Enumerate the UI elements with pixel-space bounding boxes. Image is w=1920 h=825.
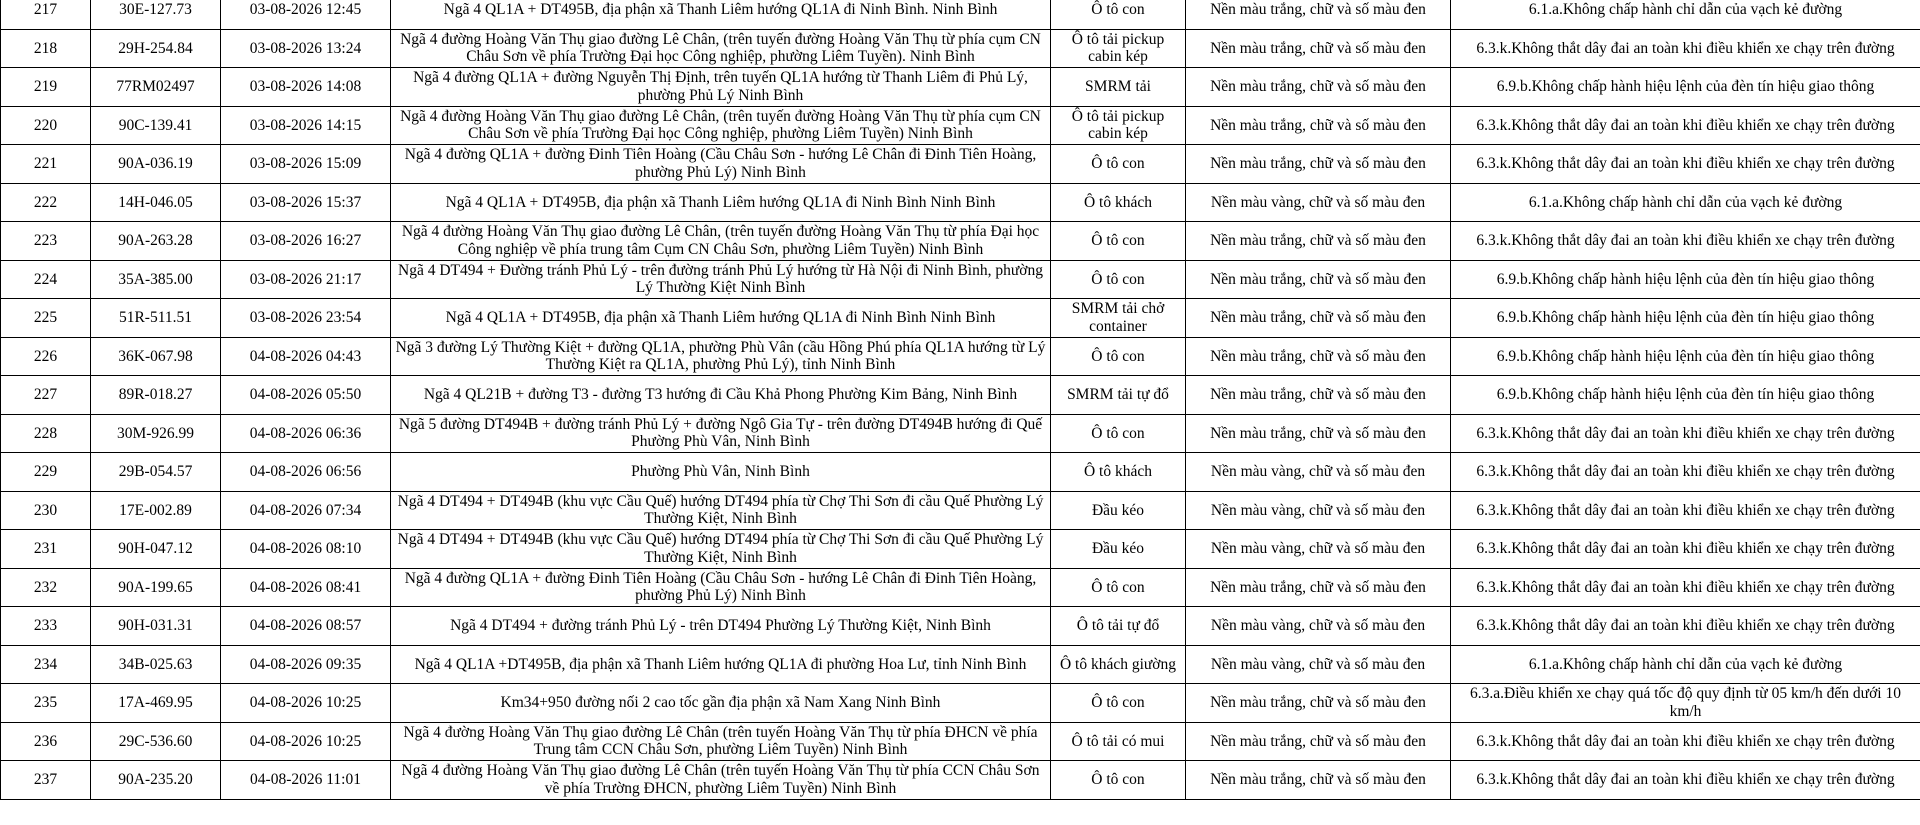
vehicle-type-cell: Ô tô tải pickup cabin kép: [1051, 106, 1186, 145]
violation-time-cell: 04-08-2026 10:25: [221, 684, 391, 723]
violation-cell: 6.3.k.Không thắt dây đai an toàn khi điều khiển xe chạy trên đường: [1451, 145, 1920, 184]
location-cell: Ngã 4 QL21B + đường T3 - đường T3 hướng đi Cầu Khả Phong Phường Kim Bảng, Ninh Bình: [391, 376, 1051, 415]
license-plate-cell: 90A-199.65: [91, 568, 221, 607]
violation-time-cell: 04-08-2026 08:57: [221, 607, 391, 646]
plate-color-cell: Nền màu vàng, chữ và số màu đen: [1186, 607, 1451, 646]
plate-color-cell: Nền màu trắng, chữ và số màu đen: [1186, 568, 1451, 607]
plate-color-cell: Nền màu trắng, chữ và số màu đen: [1186, 299, 1451, 338]
license-plate-cell: 34B-025.63: [91, 645, 221, 684]
license-plate-cell: 77RM02497: [91, 68, 221, 107]
license-plate-cell: 89R-018.27: [91, 376, 221, 415]
table-body: [1, 0, 1920, 799]
plate-color-cell: Nền màu trắng, chữ và số màu đen: [1186, 145, 1451, 184]
location-cell: Ngã 4 đường Hoàng Văn Thụ giao đường Lê Chân, (trên tuyến đường Hoàng Văn Thụ từ phía cụm CN Châu Sơn về phía Trường Đại học Công nghiệp, phường Liêm Tuyền) Ninh Bình: [391, 106, 1051, 145]
violation-cell: 6.3.k.Không thắt dây đai an toàn khi điều khiển xe chạy trên đường: [1451, 453, 1920, 492]
violation-time-cell: 04-08-2026 08:41: [221, 568, 391, 607]
row-number-cell: 233: [1, 607, 91, 646]
vehicle-type-cell: Đầu kéo: [1051, 491, 1186, 530]
vehicle-type-cell: Ô tô con: [1051, 337, 1186, 376]
vehicle-type-cell: Đầu kéo: [1051, 530, 1186, 569]
table-row: [1, 260, 1920, 299]
table-row: [1, 68, 1920, 107]
violation-time-cell: 04-08-2026 06:56: [221, 453, 391, 492]
row-number-cell: 220: [1, 106, 91, 145]
vehicle-type-cell: Ô tô tải pickup cabin kép: [1051, 29, 1186, 68]
plate-color-cell: Nền màu trắng, chữ và số màu đen: [1186, 29, 1451, 68]
row-number-cell: 227: [1, 376, 91, 415]
license-plate-cell: 17E-002.89: [91, 491, 221, 530]
violation-time-cell: 04-08-2026 08:10: [221, 530, 391, 569]
row-number-cell: 228: [1, 414, 91, 453]
license-plate-cell: 29B-054.57: [91, 453, 221, 492]
row-number-cell: 231: [1, 530, 91, 569]
table-row: [1, 568, 1920, 607]
license-plate-cell: 90A-036.19: [91, 145, 221, 184]
table-row: [1, 453, 1920, 492]
vehicle-type-cell: Ô tô con: [1051, 260, 1186, 299]
violation-cell: 6.9.b.Không chấp hành hiệu lệnh của đèn tín hiệu giao thông: [1451, 299, 1920, 338]
violation-time-cell: 03-08-2026 23:54: [221, 299, 391, 338]
location-cell: Ngã 4 DT494 + Đường tránh Phủ Lý - trên đường tránh Phủ Lý hướng từ Hà Nội đi Ninh Bình, phường Lý Thường Kiệt Ninh Bình: [391, 260, 1051, 299]
location-cell: Ngã 4 đường Hoàng Văn Thụ giao đường Lê Chân, (trên tuyến đường Hoàng Văn Thụ từ phía Đại học Công nghiệp về phía trung tâm Cụm CN Châu Sơn, phường Liêm Tuyền) Ninh Bình: [391, 222, 1051, 261]
vehicle-type-cell: Ô tô tải có mui: [1051, 722, 1186, 761]
plate-color-cell: Nền màu trắng, chữ và số màu đen: [1186, 722, 1451, 761]
plate-color-cell: Nền màu vàng, chữ và số màu đen: [1186, 530, 1451, 569]
violation-cell: 6.9.b.Không chấp hành hiệu lệnh của đèn tín hiệu giao thông: [1451, 337, 1920, 376]
vehicle-type-cell: Ô tô con: [1051, 145, 1186, 184]
violation-time-cell: 03-08-2026 15:37: [221, 183, 391, 222]
license-plate-cell: 17A-469.95: [91, 684, 221, 723]
license-plate-cell: 90A-263.28: [91, 222, 221, 261]
violation-time-cell: 04-08-2026 07:34: [221, 491, 391, 530]
violation-time-cell: 03-08-2026 21:17: [221, 260, 391, 299]
plate-color-cell: Nền màu vàng, chữ và số màu đen: [1186, 645, 1451, 684]
plate-color-cell: Nền màu trắng, chữ và số màu đen: [1186, 761, 1451, 800]
vehicle-type-cell: Ô tô khách: [1051, 183, 1186, 222]
violation-time-cell: 04-08-2026 04:43: [221, 337, 391, 376]
location-cell: Ngã 4 đường QL1A + đường Đinh Tiên Hoàng (Cầu Châu Sơn - hướng Lê Chân đi Đinh Tiên Hoàng, phường Phủ Lý) Ninh Bình: [391, 145, 1051, 184]
license-plate-cell: 90H-047.12: [91, 530, 221, 569]
row-number-cell: 235: [1, 684, 91, 723]
table-row: [1, 145, 1920, 184]
violation-cell: 6.9.b.Không chấp hành hiệu lệnh của đèn tín hiệu giao thông: [1451, 68, 1920, 107]
location-cell: Ngã 4 đường QL1A + đường Nguyễn Thị Định, trên tuyến QL1A hướng từ Thanh Liêm đi Phủ Lý, phường Phủ Lý Ninh Bình: [391, 68, 1051, 107]
vehicle-type-cell: SMRM tải chở container: [1051, 299, 1186, 338]
plate-color-cell: Nền màu trắng, chữ và số màu đen: [1186, 106, 1451, 145]
violation-cell: 6.3.k.Không thắt dây đai an toàn khi điều khiển xe chạy trên đường: [1451, 491, 1920, 530]
plate-color-cell: Nền màu vàng, chữ và số màu đen: [1186, 453, 1451, 492]
row-number-cell: 230: [1, 491, 91, 530]
violation-time-cell: 03-08-2026 16:27: [221, 222, 391, 261]
vehicle-type-cell: Ô tô con: [1051, 0, 1186, 29]
violation-time-cell: 04-08-2026 06:36: [221, 414, 391, 453]
table-row: [1, 645, 1920, 684]
table-row: [1, 299, 1920, 338]
location-cell: Ngã 4 đường Hoàng Văn Thụ giao đường Lê Chân (trên tuyến Hoàng Văn Thụ từ phía CCN Châu Sơn về phía Trường ĐHCN, phường Liêm Tuyền) Ninh Bình: [391, 761, 1051, 800]
violation-cell: 6.3.k.Không thắt dây đai an toàn khi điều khiển xe chạy trên đường: [1451, 414, 1920, 453]
table-row: [1, 414, 1920, 453]
location-cell: Ngã 3 đường Lý Thường Kiệt + đường QL1A, phường Phù Vân (cầu Hồng Phú phía QL1A hướng từ Lý Thường Kiệt ra QL1A, phường Phủ Lý), tỉnh Ninh Bình: [391, 337, 1051, 376]
plate-color-cell: Nền màu vàng, chữ và số màu đen: [1186, 491, 1451, 530]
location-cell: Ngã 4 DT494 + đường tránh Phủ Lý - trên DT494 Phường Lý Thường Kiệt, Ninh Bình: [391, 607, 1051, 646]
location-cell: Ngã 4 QL1A + DT495B, địa phận xã Thanh Liêm hướng QL1A đi Ninh Bình. Ninh Bình: [391, 0, 1051, 29]
vehicle-type-cell: Ô tô con: [1051, 684, 1186, 723]
plate-color-cell: Nền màu trắng, chữ và số màu đen: [1186, 222, 1451, 261]
violation-cell: 6.3.k.Không thắt dây đai an toàn khi điều khiển xe chạy trên đường: [1451, 761, 1920, 800]
violation-cell: 6.3.k.Không thắt dây đai an toàn khi điều khiển xe chạy trên đường: [1451, 568, 1920, 607]
table-row: [1, 607, 1920, 646]
table-row: [1, 0, 1920, 29]
location-cell: Ngã 4 QL1A + DT495B, địa phận xã Thanh Liêm hướng QL1A đi Ninh Bình Ninh Bình: [391, 183, 1051, 222]
plate-color-cell: Nền màu vàng, chữ và số màu đen: [1186, 183, 1451, 222]
license-plate-cell: 29H-254.84: [91, 29, 221, 68]
location-cell: Ngã 4 DT494 + DT494B (khu vực Cầu Quế) hướng DT494 phía từ Chợ Thi Sơn đi cầu Quế Phường Lý Thường Kiệt, Ninh Bình: [391, 491, 1051, 530]
row-number-cell: 225: [1, 299, 91, 338]
row-number-cell: 237: [1, 761, 91, 800]
license-plate-cell: 36K-067.98: [91, 337, 221, 376]
plate-color-cell: Nền màu trắng, chữ và số màu đen: [1186, 337, 1451, 376]
vehicle-type-cell: Ô tô khách: [1051, 453, 1186, 492]
row-number-cell: 226: [1, 337, 91, 376]
violation-cell: 6.1.a.Không chấp hành chỉ dẫn của vạch kẻ đường: [1451, 0, 1920, 29]
vehicle-type-cell: SMRM tải: [1051, 68, 1186, 107]
location-cell: Ngã 4 đường Hoàng Văn Thụ giao đường Lê Chân, (trên tuyến đường Hoàng Văn Thụ từ phía cụm CN Châu Sơn về phía Trường Đại học Công nghiệp, phường Liêm Tuyền). Ninh Bình: [391, 29, 1051, 68]
location-cell: Km34+950 đường nối 2 cao tốc gần địa phận xã Nam Xang Ninh Bình: [391, 684, 1051, 723]
license-plate-cell: 90H-031.31: [91, 607, 221, 646]
violation-cell: 6.9.b.Không chấp hành hiệu lệnh của đèn tín hiệu giao thông: [1451, 260, 1920, 299]
plate-color-cell: Nền màu trắng, chữ và số màu đen: [1186, 260, 1451, 299]
row-number-cell: 217: [1, 0, 91, 29]
row-number-cell: 218: [1, 29, 91, 68]
table-row: [1, 684, 1920, 723]
violation-cell: 6.3.k.Không thắt dây đai an toàn khi điều khiển xe chạy trên đường: [1451, 722, 1920, 761]
vehicle-type-cell: Ô tô con: [1051, 568, 1186, 607]
violation-time-cell: 04-08-2026 05:50: [221, 376, 391, 415]
license-plate-cell: 14H-046.05: [91, 183, 221, 222]
table-row: [1, 222, 1920, 261]
row-number-cell: 223: [1, 222, 91, 261]
violation-cell: 6.3.k.Không thắt dây đai an toàn khi điều khiển xe chạy trên đường: [1451, 106, 1920, 145]
violation-cell: 6.3.k.Không thắt dây đai an toàn khi điều khiển xe chạy trên đường: [1451, 29, 1920, 68]
location-cell: Ngã 4 DT494 + DT494B (khu vực Cầu Quế) hướng DT494 phía từ Chợ Thi Sơn đi cầu Quế Phường Lý Thường Kiệt, Ninh Bình: [391, 530, 1051, 569]
location-cell: Ngã 4 QL1A + DT495B, địa phận xã Thanh Liêm hướng QL1A đi Ninh Bình Ninh Bình: [391, 299, 1051, 338]
plate-color-cell: Nền màu trắng, chữ và số màu đen: [1186, 684, 1451, 723]
row-number-cell: 232: [1, 568, 91, 607]
violation-time-cell: 04-08-2026 09:35: [221, 645, 391, 684]
row-number-cell: 224: [1, 260, 91, 299]
row-number-cell: 236: [1, 722, 91, 761]
row-number-cell: 234: [1, 645, 91, 684]
vehicle-type-cell: SMRM tải tự đổ: [1051, 376, 1186, 415]
location-cell: Ngã 5 đường DT494B + đường tránh Phủ Lý + đường Ngô Gia Tự - trên đường DT494B hướng đi Quế Phường Phù Vân, Ninh Bình: [391, 414, 1051, 453]
location-cell: Ngã 4 QL1A +DT495B, địa phận xã Thanh Liêm hướng QL1A đi phường Hoa Lư, tỉnh Ninh Bình: [391, 645, 1051, 684]
location-cell: Ngã 4 đường Hoàng Văn Thụ giao đường Lê Chân (trên tuyến Hoàng Văn Thụ từ phía ĐHCN về phía Trung tâm CCN Châu Sơn, phường Liêm Tuyền) Ninh Bình: [391, 722, 1051, 761]
table-row: [1, 530, 1920, 569]
violation-cell: 6.3.k.Không thắt dây đai an toàn khi điều khiển xe chạy trên đường: [1451, 607, 1920, 646]
violation-cell: 6.9.b.Không chấp hành hiệu lệnh của đèn tín hiệu giao thông: [1451, 376, 1920, 415]
plate-color-cell: Nền màu trắng, chữ và số màu đen: [1186, 0, 1451, 29]
row-number-cell: 219: [1, 68, 91, 107]
location-cell: Phường Phù Vân, Ninh Bình: [391, 453, 1051, 492]
row-number-cell: 229: [1, 453, 91, 492]
license-plate-cell: 29C-536.60: [91, 722, 221, 761]
table-row: [1, 376, 1920, 415]
table-row: [1, 183, 1920, 222]
violation-cell: 6.1.a.Không chấp hành chỉ dẫn của vạch kẻ đường: [1451, 645, 1920, 684]
license-plate-cell: 90C-139.41: [91, 106, 221, 145]
vehicle-type-cell: Ô tô khách giường: [1051, 645, 1186, 684]
row-number-cell: 222: [1, 183, 91, 222]
violation-time-cell: 03-08-2026 13:24: [221, 29, 391, 68]
violation-time-cell: 04-08-2026 10:25: [221, 722, 391, 761]
license-plate-cell: 90A-235.20: [91, 761, 221, 800]
vehicle-type-cell: Ô tô con: [1051, 222, 1186, 261]
license-plate-cell: 51R-511.51: [91, 299, 221, 338]
table-row: [1, 722, 1920, 761]
license-plate-cell: 30M-926.99: [91, 414, 221, 453]
violation-cell: 6.1.a.Không chấp hành chỉ dẫn của vạch kẻ đường: [1451, 183, 1920, 222]
plate-color-cell: Nền màu trắng, chữ và số màu đen: [1186, 414, 1451, 453]
vehicle-type-cell: Ô tô con: [1051, 761, 1186, 800]
violation-time-cell: 03-08-2026 14:15: [221, 106, 391, 145]
violation-cell: 6.3.k.Không thắt dây đai an toàn khi điều khiển xe chạy trên đường: [1451, 222, 1920, 261]
violation-time-cell: 04-08-2026 11:01: [221, 761, 391, 800]
vehicle-type-cell: Ô tô tải tự đổ: [1051, 607, 1186, 646]
row-number-cell: 221: [1, 145, 91, 184]
table-row: [1, 491, 1920, 530]
violation-time-cell: 03-08-2026 14:08: [221, 68, 391, 107]
table-row: [1, 337, 1920, 376]
table-row: [1, 106, 1920, 145]
violation-cell: 6.3.a.Điều khiển xe chạy quá tốc độ quy định từ 05 km/h đến dưới 10 km/h: [1451, 684, 1920, 723]
violation-time-cell: 03-08-2026 12:45: [221, 0, 391, 29]
violation-cell: 6.3.k.Không thắt dây đai an toàn khi điều khiển xe chạy trên đường: [1451, 530, 1920, 569]
table-row: [1, 761, 1920, 800]
plate-color-cell: Nền màu trắng, chữ và số màu đen: [1186, 68, 1451, 107]
table-row: [1, 29, 1920, 68]
license-plate-cell: 35A-385.00: [91, 260, 221, 299]
violation-time-cell: 03-08-2026 15:09: [221, 145, 391, 184]
location-cell: Ngã 4 đường QL1A + đường Đinh Tiên Hoàng (Cầu Châu Sơn - hướng Lê Chân đi Đinh Tiên Hoàng, phường Phủ Lý) Ninh Bình: [391, 568, 1051, 607]
plate-color-cell: Nền màu trắng, chữ và số màu đen: [1186, 376, 1451, 415]
vehicle-type-cell: Ô tô con: [1051, 414, 1186, 453]
license-plate-cell: 30E-127.73: [91, 0, 221, 29]
